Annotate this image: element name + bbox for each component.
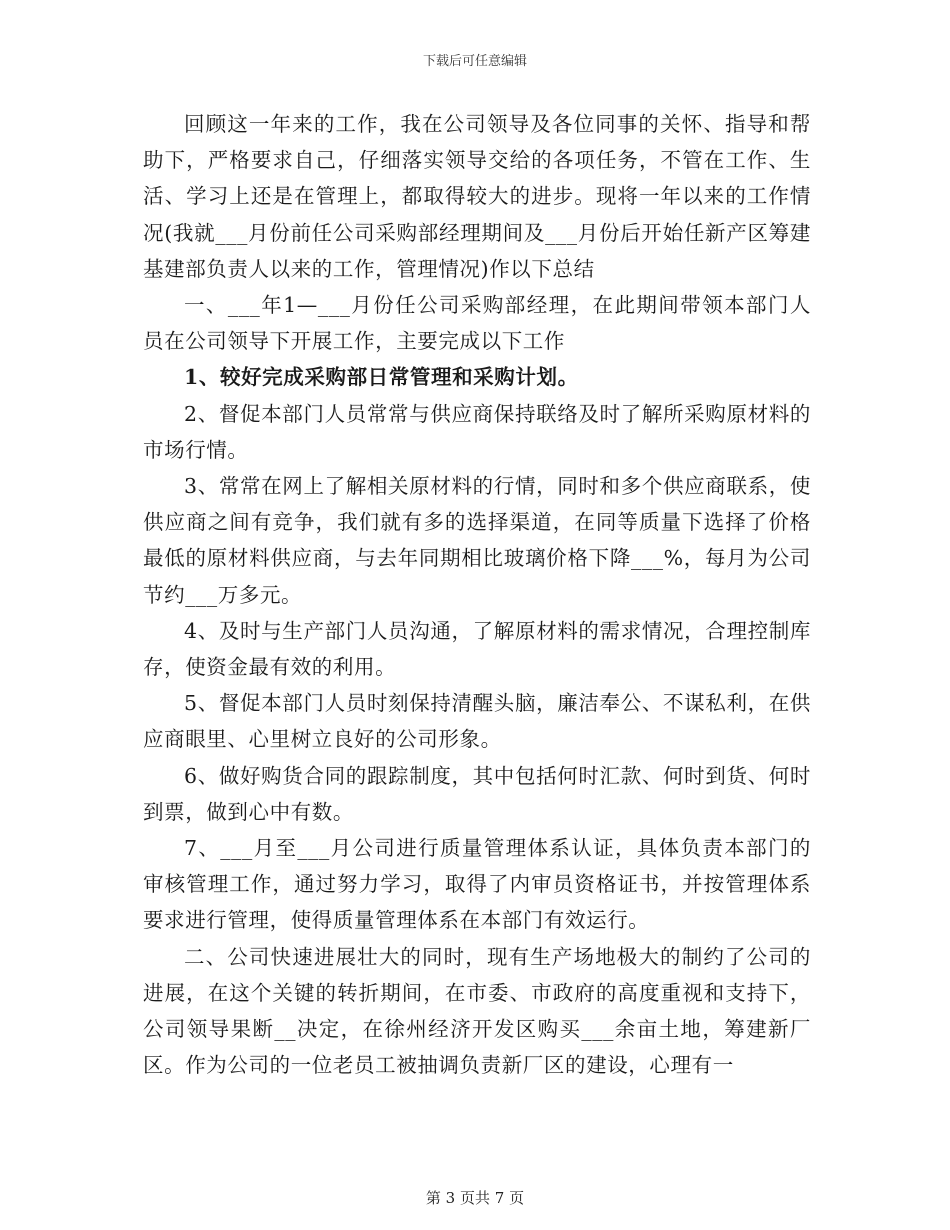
paragraph-item-6: 6、做好购货合同的跟踪制度，其中包括何时汇款、何时到货、何时到票，做到心中有数。 [143,763,811,824]
document-body [143,106,811,1083]
paragraph-intro: 回顾这一年来的工作，我在公司领导及各位同事的关怀、指导和帮助下，严格要求自己，仔细落实领导交给的各项任务，不管在工作、生活、学习上还是在管理上，都取得较大的进步。现将一年以来的工作情况(我就___月份前任公司采购部经理期间及___月份后开始任新产区筹建基建部负责人以来的工作，管理情况)作以下总结 [143,112,811,281]
paragraph-item-7: 7、___月至___月公司进行质量管理体系认证，具体负责本部门的审核管理工作，通过努力学习，取得了内审员资格证书，并按管理体系要求进行管理，使得质量管理体系在本部门有效运行。 [143,836,811,933]
paragraph-item-5: 5、督促本部门人员时刻保持清醒头脑，廉洁奉公、不谋私利，在供应商眼里、心里树立良好的公司形象。 [143,691,811,752]
paragraph-section-two: 二、公司快速进展壮大的同时，现有生产场地极大的制约了公司的进展，在这个关键的转折期间，在市委、市政府的高度重视和支持下，公司领导果断__决定，在徐州经济开发区购买___余亩土地，筹建新厂区。作为公司的一位老员工被抽调负责新厂区的建设，心理有一 [143,944,811,1078]
paragraph-item-1: 1、较好完成采购部日常管理和采购计划。 [184,365,579,390]
paragraph-section-one: 一、___年1—___月份任公司采购部经理，在此期间带领本部门人员在公司领导下开展工作，主要完成以下工作 [143,293,811,354]
paragraph-item-3: 3、常常在网上了解相关原材料的行情，同时和多个供应商联系，使供应商之间有竞争，我们就有多的选择渠道，在同等质量下选择了价格最低的原材料供应商，与去年同期相比玻璃价格下降___%，每月为公司节约___万多元。 [143,474,811,607]
page-number-footer: 第 3 页共 7 页 [425,1189,525,1207]
paragraph-item-4: 4、及时与生产部门人员沟通，了解原材料的需求情况，合理控制库存，使资金最有效的利用。 [143,618,811,680]
paragraph-item-2: 2、督促本部门人员常常与供应商保持联络及时了解所采购原材料的市场行情。 [143,401,811,462]
page-header-note: 下载后可任意编辑 [422,54,527,69]
